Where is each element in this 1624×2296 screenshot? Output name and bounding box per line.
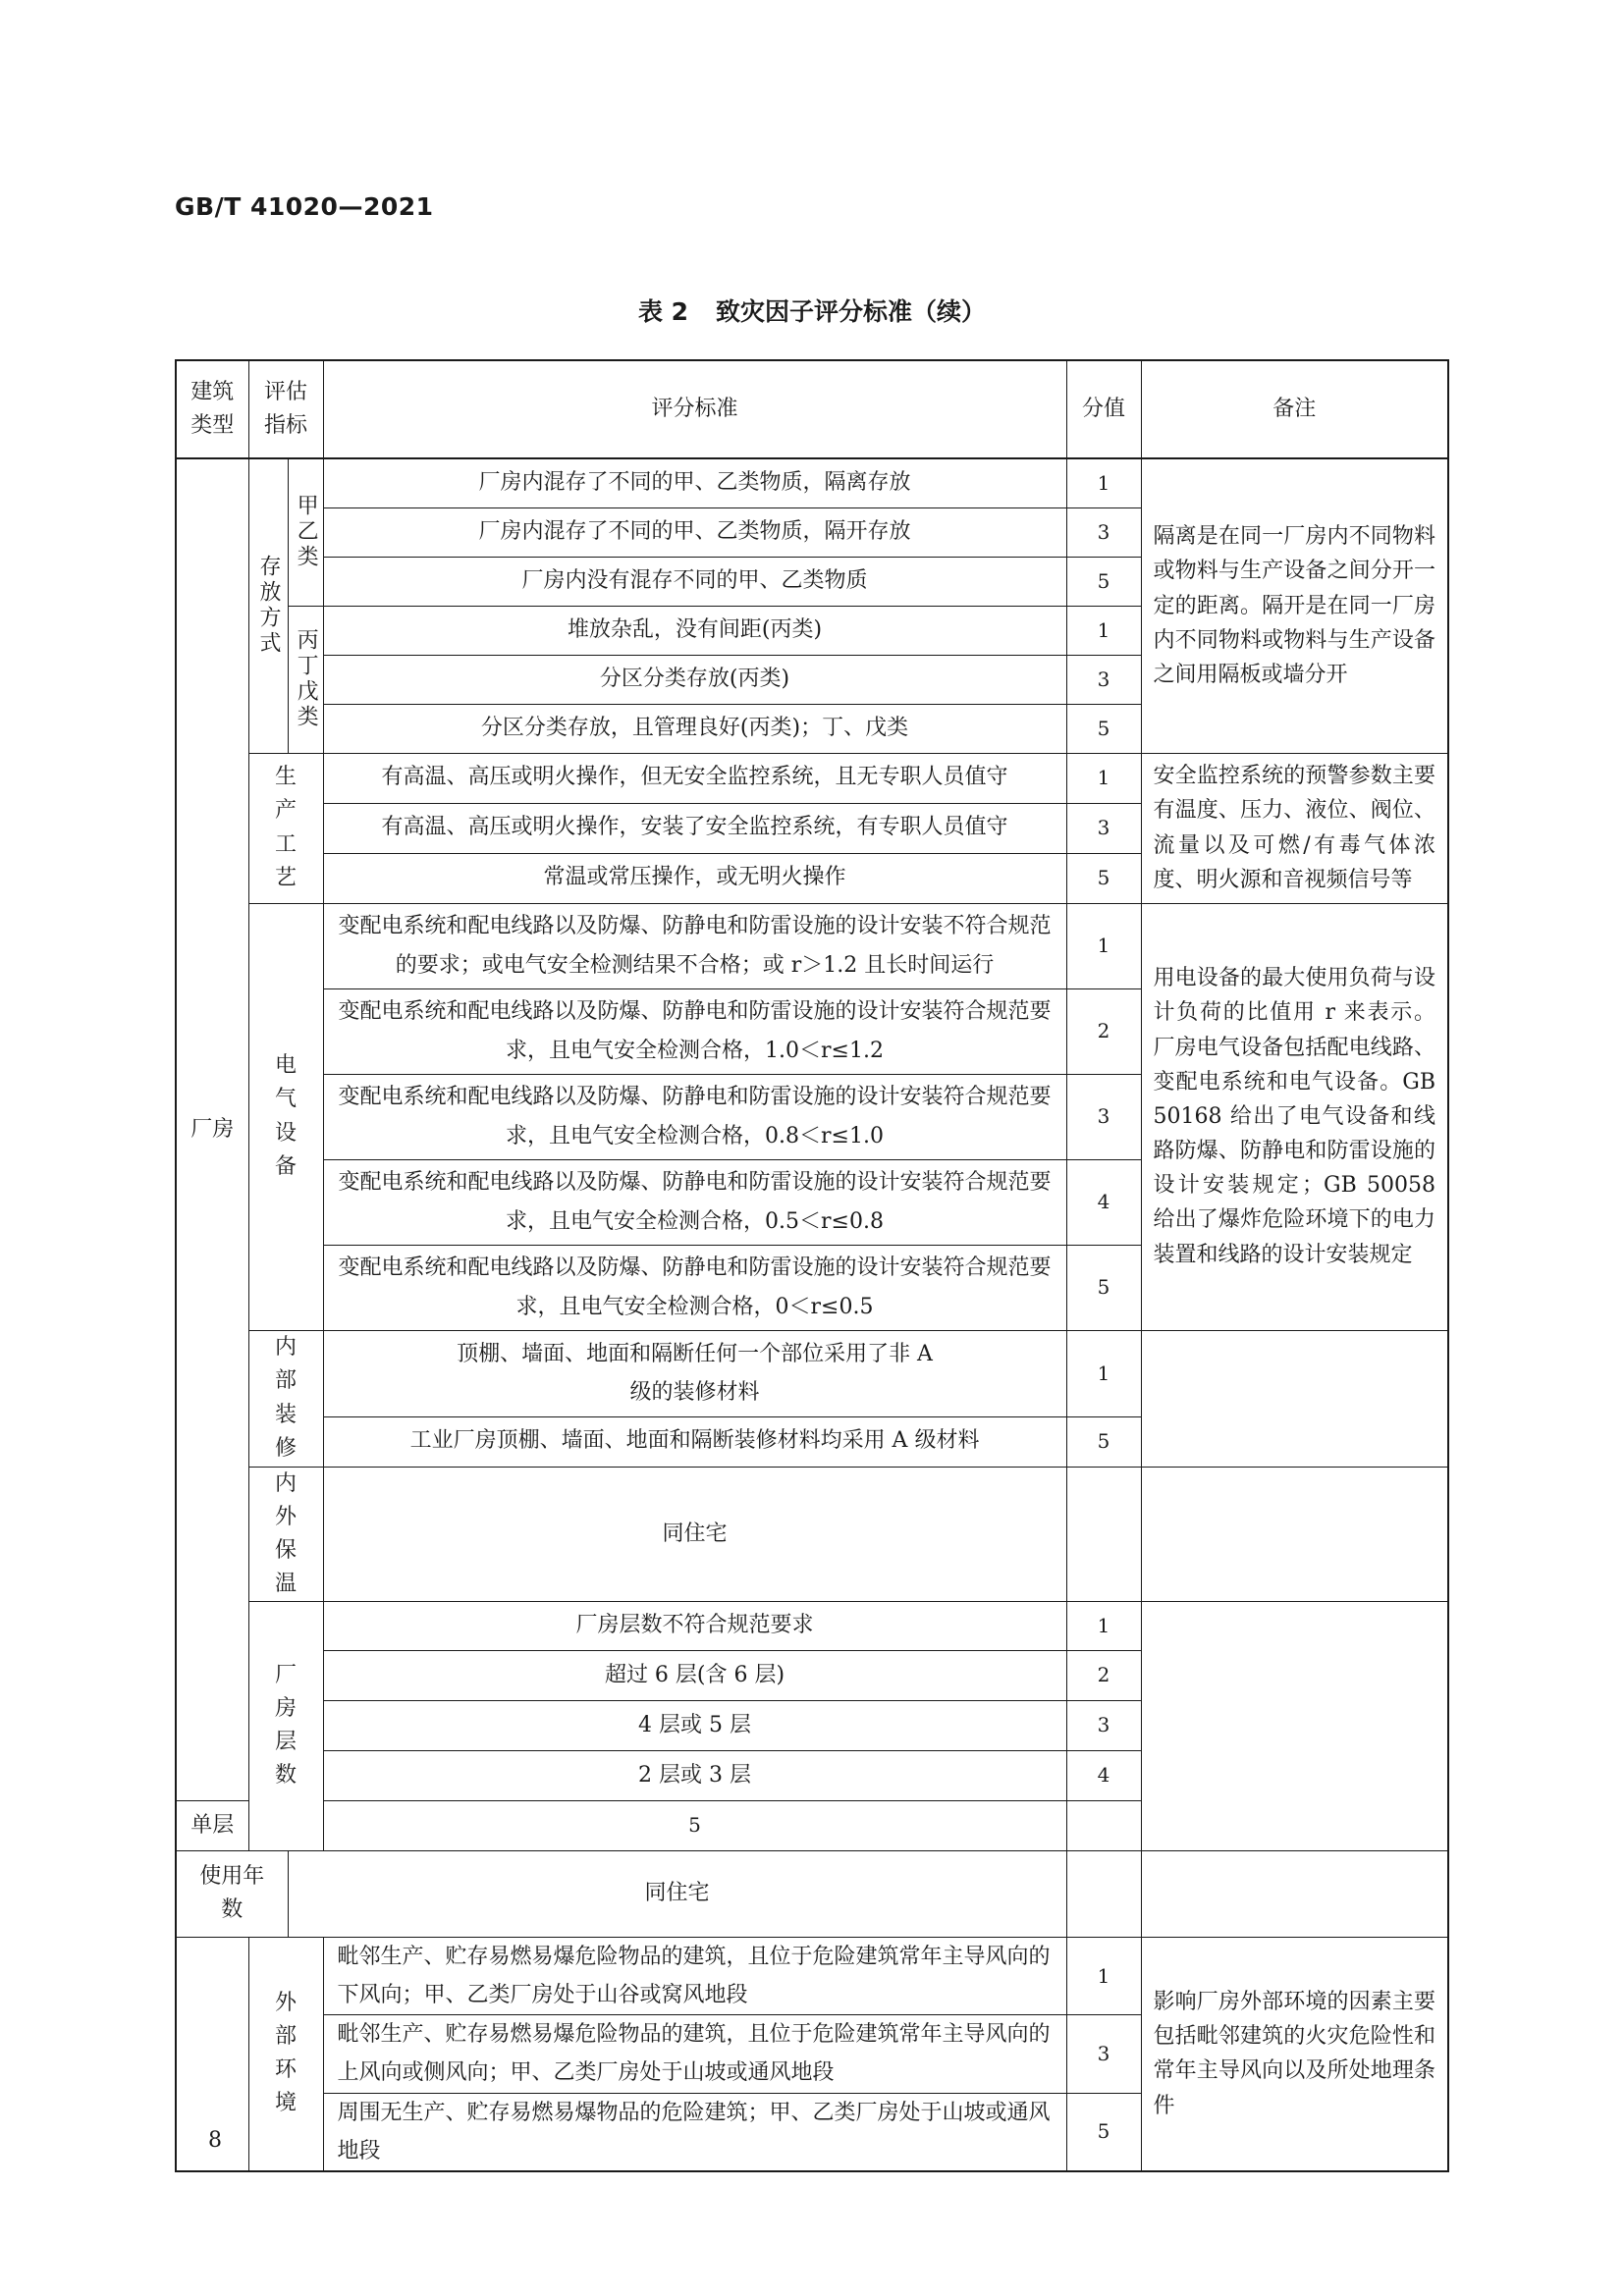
criteria-cell: 毗邻生产、贮存易燃易爆危险物品的建筑，且位于危险建筑常年主导风向的上风向或侧风向；甲、乙类厂房处于山坡或通风地段 xyxy=(323,2015,1066,2093)
score-cell: 5 xyxy=(323,1800,1066,1850)
criteria-cell: 堆放杂乱，没有间距(丙类) xyxy=(323,606,1066,655)
remark-environment: 影响厂房外部环境的因素主要包括毗邻建筑的火灾危险性和常年主导风向以及所处地理条件 xyxy=(1141,1937,1448,2170)
indicator-service-years: 使用年数 xyxy=(176,1850,288,1937)
indicator-storage-jia-yi: 甲乙类 xyxy=(288,458,323,606)
score-cell: 5 xyxy=(1066,1416,1141,1467)
indicator-storage: 存放方式 xyxy=(248,458,288,753)
table-number: 表 2 xyxy=(637,297,689,326)
score-cell: 2 xyxy=(1066,988,1141,1074)
score-empty xyxy=(1066,1467,1141,1601)
criteria-cell: 厂房内混存了不同的甲、乙类物质，隔离存放 xyxy=(323,458,1066,507)
score-cell: 4 xyxy=(1066,1159,1141,1245)
indicator-environment: 外部环境 xyxy=(248,1937,323,2170)
table-row xyxy=(176,903,1448,988)
criteria-cell: 厂房内混存了不同的甲、乙类物质，隔开存放 xyxy=(323,507,1066,557)
indicator-electrical: 电气设备 xyxy=(248,903,323,1330)
score-cell: 1 xyxy=(1066,1937,1141,2014)
score-cell: 1 xyxy=(1066,1601,1141,1650)
criteria-cell: 变配电系统和配电线路以及防爆、防静电和防雷设施的设计安装符合规范要求，且电气安全检测合格，0.5＜r≤0.8 xyxy=(323,1159,1066,1245)
criteria-cell: 2 层或 3 层 xyxy=(323,1750,1066,1800)
criteria-cell: 单层 xyxy=(176,1800,248,1850)
score-cell: 3 xyxy=(1066,803,1141,853)
header-row xyxy=(176,360,1448,458)
indicator-process: 生产工艺 xyxy=(248,753,323,903)
score-cell: 5 xyxy=(1066,1245,1141,1330)
score-cell: 5 xyxy=(1066,853,1141,903)
criteria-cell: 毗邻生产、贮存易燃易爆危险物品的建筑，且位于危险建筑常年主导风向的下风向；甲、乙类厂房处于山谷或窝风地段 xyxy=(323,1937,1066,2014)
table-title-text: 致灾因子评分标准（续） xyxy=(716,297,987,326)
score-cell: 2 xyxy=(1066,1650,1141,1700)
criteria-cell: 分区分类存放，且管理良好(丙类)；丁、戊类 xyxy=(323,704,1066,753)
remark-process: 安全监控系统的预警参数主要有温度、压力、液位、阀位、流量以及可燃/有毒气体浓度、明火源和音视频信号等 xyxy=(1141,753,1448,903)
criteria-cell: 顶棚、墙面、地面和隔断任何一个部位采用了非 A 级的装修材料 xyxy=(323,1330,1066,1416)
score-cell: 3 xyxy=(1066,655,1141,704)
criteria-cell: 变配电系统和配电线路以及防爆、防静电和防雷设施的设计安装符合规范要求，且电气安全检测合格，1.0＜r≤1.2 xyxy=(323,988,1066,1074)
table-row xyxy=(176,1937,1448,2014)
remark-empty xyxy=(1141,1601,1448,1850)
score-cell: 1 xyxy=(1066,753,1141,803)
score-cell: 3 xyxy=(1066,1700,1141,1750)
header-remark: 备注 xyxy=(1141,360,1448,458)
remark-storage: 隔离是在同一厂房内不同物料或物料与生产设备之间分开一定的距离。隔开是在同一厂房内不同物料或物料与生产设备之间用隔板或墙分开 xyxy=(1141,458,1448,753)
criteria-cell: 有高温、高压或明火操作，但无安全监控系统，且无专职人员值守 xyxy=(323,753,1066,803)
indicator-decoration: 内部装修 xyxy=(248,1330,323,1467)
criteria-cell: 同住宅 xyxy=(323,1467,1066,1601)
score-cell: 3 xyxy=(1066,2015,1141,2093)
score-cell: 3 xyxy=(1066,1074,1141,1159)
header-criteria: 评分标准 xyxy=(323,360,1066,458)
criteria-cell: 厂房内没有混存不同的甲、乙类物质 xyxy=(323,557,1066,606)
criteria-cell: 厂房层数不符合规范要求 xyxy=(323,1601,1066,1650)
criteria-cell: 周围无生产、贮存易燃易爆物品的危险建筑；甲、乙类厂房处于山坡或通风地段 xyxy=(323,2093,1066,2171)
indicator-insulation: 内外保温 xyxy=(248,1467,323,1601)
header-building-type: 建筑类型 xyxy=(176,360,248,458)
criteria-cell: 分区分类存放(丙类) xyxy=(323,655,1066,704)
remark-empty xyxy=(1066,1850,1141,1937)
page-number: 8 xyxy=(208,2128,222,2153)
table-row xyxy=(176,1601,1448,1650)
criteria-cell: 常温或常压操作，或无明火操作 xyxy=(323,853,1066,903)
score-cell: 1 xyxy=(1066,1330,1141,1416)
criteria-cell: 有高温、高压或明火操作，安装了安全监控系统，有专职人员值守 xyxy=(323,803,1066,853)
hazard-factor-scoring-table xyxy=(175,359,1449,2172)
remark-empty xyxy=(1141,1330,1448,1467)
score-cell: 1 xyxy=(1066,458,1141,507)
score-cell: 4 xyxy=(1066,1750,1141,1800)
score-cell: 5 xyxy=(1066,2093,1141,2171)
indicator-floors: 厂房层数 xyxy=(248,1601,323,1850)
remark-empty xyxy=(1141,1467,1448,1601)
building-type-cell: 厂房 xyxy=(176,458,248,1800)
criteria-cell: 变配电系统和配电线路以及防爆、防静电和防雷设施的设计安装符合规范要求，且电气安全检测合格，0.8＜r≤1.0 xyxy=(323,1074,1066,1159)
criteria-cell: 4 层或 5 层 xyxy=(323,1700,1066,1750)
table-row xyxy=(176,1467,1448,1601)
criteria-cell: 同住宅 xyxy=(288,1850,1066,1937)
criteria-cell: 变配电系统和配电线路以及防爆、防静电和防雷设施的设计安装不符合规范的要求；或电气安全检测结果不合格；或 r＞1.2 且长时间运行 xyxy=(323,903,1066,988)
remark-electrical: 用电设备的最大使用负荷与设计负荷的比值用 r 来表示。厂房电气设备包括配电线路、变配电系统和电气设备。GB 50168 给出了电气设备和线路防爆、防静电和防雷设施的设计安装规定；GB 50058 给出了爆炸危险环境下的电力装置和线路的设计安装规定 xyxy=(1141,903,1448,1330)
score-cell: 1 xyxy=(1066,903,1141,988)
score-cell: 1 xyxy=(1066,606,1141,655)
table-row xyxy=(176,753,1448,803)
standard-code: GB/T 41020—2021 xyxy=(175,192,434,221)
score-cell: 5 xyxy=(1066,704,1141,753)
table-row xyxy=(176,1850,1448,1937)
score-cell: 5 xyxy=(1066,557,1141,606)
table-title xyxy=(0,293,1624,328)
criteria-cell: 变配电系统和配电线路以及防爆、防静电和防雷设施的设计安装符合规范要求，且电气安全检测合格，0＜r≤0.5 xyxy=(323,1245,1066,1330)
criteria-cell: 超过 6 层(含 6 层) xyxy=(323,1650,1066,1700)
header-indicator: 评估指标 xyxy=(248,360,323,458)
table-row xyxy=(176,458,1448,507)
header-score: 分值 xyxy=(1066,360,1141,458)
criteria-cell: 工业厂房顶棚、墙面、地面和隔断装修材料均采用 A 级材料 xyxy=(323,1416,1066,1467)
indicator-storage-bing-ding-wu: 丙丁戊类 xyxy=(288,606,323,753)
table-row xyxy=(176,1330,1448,1416)
score-cell: 3 xyxy=(1066,507,1141,557)
